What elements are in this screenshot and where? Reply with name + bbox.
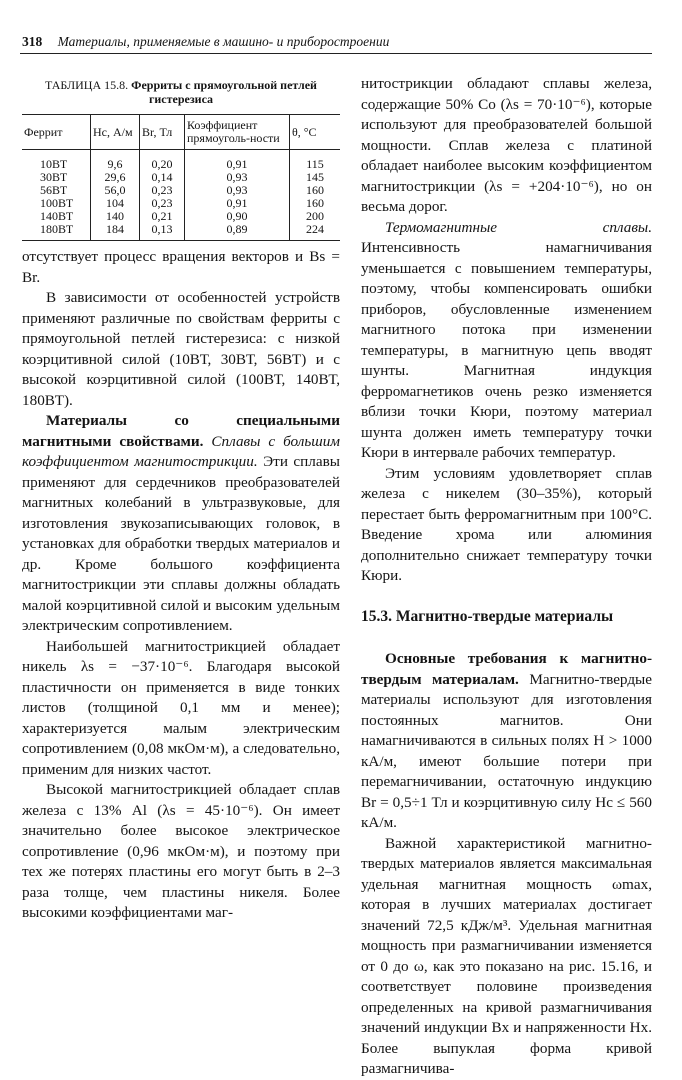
section-heading: 15.3. Магнитно-твердые материалы xyxy=(361,607,614,625)
table-cell: 56ВТ xyxy=(40,183,68,197)
table-cell: 115 xyxy=(290,150,341,172)
left-column xyxy=(22,74,340,924)
paragraph: Наибольшей магнитострикцией обладает никель λs = −37·10⁻⁶. Благодаря высокой пластичности он применяется в виде тонких листов (толщиной 0,1 мм и менее); характеризуется малым электрическим сопротивлением (0,08 мкОм·м), а следовательно, применим для низких частот. xyxy=(22,637,340,778)
table-cell: 9,6 xyxy=(91,150,140,172)
table-cell: 184 xyxy=(91,223,140,241)
paragraph xyxy=(361,218,652,464)
table-cell: 104 xyxy=(91,197,140,210)
table-cell: 200 xyxy=(290,210,341,223)
paragraph-text: Магнитно-твердые материалы используют для изготовления постоянных магнитов. Они намагничиваются в сильных полях H > 1000 кА/м, имеют большие потери при перемагничивании, остаточную индукцию Br = 0,5÷1 Тл и коэрцитивную силу Hc ≤ 560 кА/м. xyxy=(361,670,652,831)
table-cell: 140 xyxy=(91,210,140,223)
table-cell: 224 xyxy=(290,223,341,241)
table-caption-label: ТАБЛИЦА 15.8. xyxy=(45,78,129,92)
table-row xyxy=(22,171,340,184)
table-cell: 180ВТ xyxy=(22,223,91,241)
paragraph: отсутствует процесс вращения векторов и Bs = Br. xyxy=(22,248,340,286)
paragraph-lead-bold: Основные требования к магнитно-твердым материалам. xyxy=(361,650,652,688)
table-caption-title: Ферриты с прямоугольной петлей гистерезиса xyxy=(131,78,317,106)
table-header-row xyxy=(22,115,340,150)
paragraph: В зависимости от особенностей устройств применяют различные по свойствам ферриты с прямоугольной петлей гистерезиса: с низкой коэрцитивной силой (10ВТ, 30ВТ, 56ВТ) и с высокой коэрцитивной силой (100ВТ, 140ВТ, 180ВТ). xyxy=(22,289,340,409)
table-cell: 0,23 xyxy=(140,197,185,210)
table-caption xyxy=(22,78,340,106)
running-header xyxy=(22,34,652,50)
table-cell: 10ВТ xyxy=(40,157,68,171)
spacer xyxy=(361,627,652,649)
table-cell: 0,23 xyxy=(140,184,185,197)
paragraph-text: Интенсивность намагничивания уменьшается с повышением температуры, поэтому, чтобы компенсировать ошибки приборов, обусловленные изменением магнитного потока при изменении температуры, в магнитную цепь вводят шунты. Магнитная индукция ферромагнетиков очень резко изменяется вблизи точки Кюри, поэтому материал шунта должен иметь температуру точки Кюри в интервале рабочих температур. xyxy=(361,239,652,461)
paragraph-lead-bold: Материалы со специальными магнитными свойствами. xyxy=(22,412,340,450)
paragraph: Важной характеристикой магнитно-твердых материалов является максимальная удельная магнитная мощность ωmax, которая в лучших материалах достигает значений 72,5 кДж/м³. Удельная магнитная мощность при размагничивании изменяется от 0 до ω, как это показано на рис. 15.16, и соответствует половине произведения определенных на кривой размагничивания значений индукции Bx и напряженности Hx. Более выпуклая форма кривой размагничива- xyxy=(361,834,652,1077)
paragraph: нитострикции обладают сплавы железа, содержащие 50% Co (λs = 70·10⁻⁶), которые используют для преобразователей большой мощности. Сплав железа с платиной обладает наиболее высоким коэффициентом магнитострикции (λs = +204·10⁻⁶), но он весьма дорог. xyxy=(361,75,652,215)
table-cell: 0,89 xyxy=(185,223,290,241)
table-cell: 0,91 xyxy=(185,197,290,210)
ferrite-table xyxy=(22,114,340,241)
paragraph xyxy=(22,411,340,637)
page-number: 318 xyxy=(22,34,43,49)
column-header: θ, °С xyxy=(290,115,341,150)
table-cell: 0,21 xyxy=(140,210,185,223)
table-cell: 160 xyxy=(290,184,341,197)
table-row xyxy=(22,223,340,241)
paragraph: Этим условиям удовлетворяет сплав железа с никелем (30–35%), который перестает быть ферромагнитным при 100°С. Введение хрома или алюминия дополнительно снижает температуру точки Кюри. xyxy=(361,464,652,584)
table-cell: 145 xyxy=(290,171,341,184)
right-column xyxy=(361,74,652,1080)
table-cell: 0,13 xyxy=(140,223,185,241)
paragraph-text: Эти сплавы применяют для сердечников преобразователей магнитных колебаний в ультразвуковые, для изготовления звукозаписывающих головок, в установках для обработки твердых материалов и др. Кроме большого коэффициента магнитострикции эти сплавы должны обладать малой коэрцитивной силой и высоким удельным электрическим сопротивлением. xyxy=(22,453,340,634)
column-header: Коэффициент прямоуголь-ности xyxy=(185,115,290,150)
table-cell: 140ВТ xyxy=(40,209,74,223)
table-row xyxy=(22,150,340,172)
spacer xyxy=(361,587,652,607)
table-cell: 30ВТ xyxy=(40,170,68,184)
header-rule xyxy=(20,53,652,54)
table-cell: 160 xyxy=(290,197,341,210)
running-title: Материалы, применяемые в машино- и приборостроении xyxy=(57,34,390,49)
paragraph-lead-italic: Термомагнитные сплавы. xyxy=(385,218,652,236)
paragraph-lead-italic: Сплавы с большим коэффициентом магнитострикции. xyxy=(22,432,341,470)
table-cell: 0,90 xyxy=(185,210,290,223)
paragraph: Высокой магнитострикцией обладает сплав железа с 13% Al (λs = 45·10⁻⁶). Он имеет значительно более высокое электрическое сопротивление (0,96 мкОм·м), и поэтому при тех же потерях пластины его могут быть в 2–3 раза толще, чем пластины никеля. Более высокими коэффициентами маг- xyxy=(22,781,340,921)
column-header: Br, Тл xyxy=(140,115,185,150)
table-cell: 0,93 xyxy=(185,171,290,184)
column-header: Hc, А/м xyxy=(91,115,140,150)
table-cell: 100ВТ xyxy=(40,196,74,210)
paragraph xyxy=(361,649,652,834)
table-cell: 0,20 xyxy=(140,150,185,172)
table-cell: 0,93 xyxy=(185,184,290,197)
table-cell: 0,14 xyxy=(140,171,185,184)
column-header: Феррит xyxy=(22,115,91,150)
table-cell: 56,0 xyxy=(91,184,140,197)
table-cell: 0,91 xyxy=(185,150,290,172)
table-cell: 29,6 xyxy=(91,171,140,184)
